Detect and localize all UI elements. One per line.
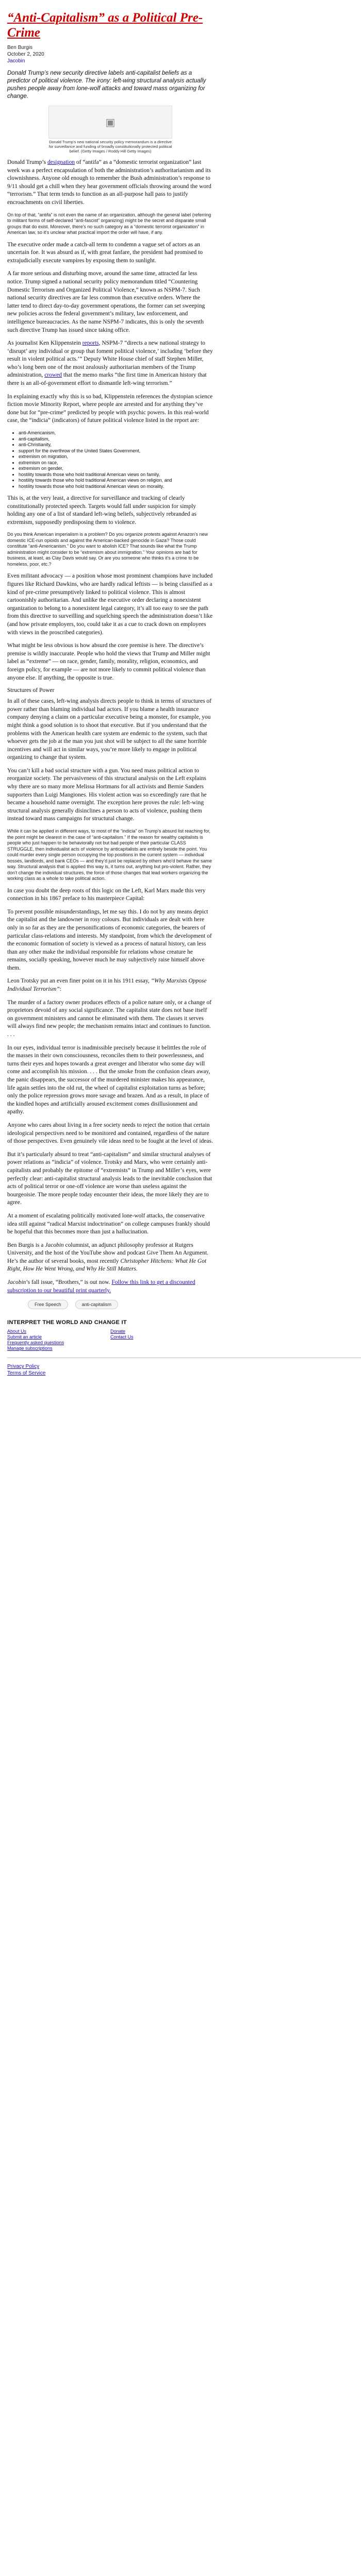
broken-image-icon: ▣ <box>105 116 116 128</box>
publish-date: October 2, 2020 <box>7 52 44 57</box>
list-item: • support for the overthrow of the United States Government, <box>19 448 214 454</box>
list-item: • anti-Christianity, <box>19 442 214 448</box>
manage-subscriptions-link[interactable]: Manage subscriptions <box>7 1346 53 1351</box>
paragraph-6: This is, at the very least, a directive for surveillance and tracking of clearly constitutionally protected speech. Targets would fall under suspicion for simply holding any one of a list of standard left-wing beliefs, subjectively rebranded as extremism, supposedly predisposing them to violence. <box>7 495 196 526</box>
list-item: • hostility towards those who hold traditional American views on religion, and <box>19 478 214 484</box>
subscription-promo: Jacobin’s fall issue, “Brothers,” is out now. Follow this link to get a discounted subscription to our beautiful print quarterly. <box>7 1279 195 1294</box>
footer-column-2 <box>110 1329 203 1351</box>
paragraph-8: What might be less obvious is how absurd the core premise is here. The directive’s premise is wildly inaccurate. People who hold the views that Trump and Miller might label as “extreme” — on race, gender, family, morality, religion, economics, and foreign policy, for example — are not more likely to commit political violence than anyone else. If anything, the opposite is true. <box>7 642 210 681</box>
footer-heading: INTERPRET THE WORLD AND CHANGE IT <box>7 1319 127 1326</box>
article-title[interactable]: “Anti-Capitalism” as a Political Pre-Crime <box>7 11 203 40</box>
faq-link[interactable]: Frequently asked questions <box>7 1340 64 1346</box>
block-quote-trotsky-2: In our eyes, individual terror is inadmissible precisely because it belittles the role of the masses in their own consciousness, reconciles them to their powerlessness, and turns their eyes and hopes towards a great avenger and liberator who some day will come and accomplish his mission. . . . But the smoke from the confusion clears away, the panic disappears, the successor of the murdered minister makes his appearance, life again settles into the old rut, the wheel of capitalist exploitation turns as before; only the police repression grows more savage and brazen. And as a result, in place of the kindled hopes and artificially aroused excitement comes disillusionment and apathy. <box>7 1044 210 1115</box>
about-us-link[interactable]: About Us <box>7 1329 27 1334</box>
author-name: Ben Burgis <box>7 45 32 50</box>
tag-list <box>28 1300 214 1309</box>
block-quote-trotsky-1: The murder of a factory owner produces effects of a police nature only, or a change of proprietors devoid of any social significance. The capitalist state does not base itself on government ministers and cannot be eliminated with them. The classes it serves will always find new people; the mechanism remains intact and continues to function. . . . <box>7 999 211 1038</box>
paragraph-11: In case you doubt the deep roots of this logic on the Left, Karl Marx made this very connection in his 1867 preface to his masterpiece Capital: <box>7 887 206 902</box>
hero-image-icon <box>48 106 172 139</box>
paragraph-2: The executive order made a catch-all term to condemn a vague set of actors as an uncertain foe. It was absurd as if, with great fanfare, the president had promised to extrajudicially execute vampires by exposing them to sunlight. <box>7 241 203 264</box>
list-item: • hostility towards those who hold traditional American views on family, <box>19 472 214 478</box>
contact-us-link[interactable]: Contact Us <box>110 1334 134 1340</box>
reports-link[interactable]: reports <box>82 340 99 347</box>
paragraph-5: In explaining exactly why this is so bad, Klippenstein references the dystopian science fiction movie Minority Report, where people are arrested and for anything they’ve done but for “pre-crime” predicted by people with psychic powers. In this real-world case, the “indicia” (indicators) of future political violence listed in the report are: <box>7 393 213 424</box>
paragraph-4: As journalist Ken Klippenstein reports, NSPM-7 “directs a new national strategy to ‘disrupt’ any individual or group that foment political violence,’ including ‘before they result in violent political acts.’” Deputy White House chief of staff Stephen Miller, who’s long been one of the most zealously authoritarian members of the Trump administration, crowed that the memo marks “the first time in American history that there is an all-of-government effort to dismantle left-wing terrorism.” <box>7 340 213 387</box>
author-bio: Ben Burgis is a Jacobin columnist, an adjunct philosophy professor at Rutgers University, and the host of the YouTube show and podcast Give Them An Argument. He’s the author of several books, most recently Christopher Hitchens: What He Got Right, How He Went Wrong, and Why He Still Matters. <box>7 1242 209 1273</box>
list-item: • anti-capitalism, <box>19 436 214 443</box>
footer-column-1 <box>7 1329 100 1351</box>
aside-note-3: While it can be applied in different ways, to most of the “indicia” on Trump’s absurd list reaching for, the point might be clearest in the case of “anti-capitalism.” If the reason for wealthy capitalists is people who just happen to be behaviorally not but bad people of their particular CLASS STRUGGLE, then individualist acts of violence by anticapitalists are entirely beside the point. You could murder every single person occupying the top positions in the current system — individual bosses, landlords, and bank CEOs — and they’d just be replaced by others who'd behave the same way. Structural analysis that is applied this way is, it turns out, anything but pro-violent. Rather, they don't change the individual structures, the force of those changes that lead workers organizing the working class as a whole to take political action. <box>7 828 212 882</box>
paragraph-7: Even militant advocacy — a position whose most prominent champions have included figures like Richard Dawkins, who are hardly radical leftists — is being classified as a kind of pre-crime presumptively linked to political violence. This is almost cartoonishly authoritarian. And unlike the executive order declaring a nonexistent organization to belong to a nonexistent legal category, it’s all too easy to see the path from this directive to surveilling and squelching speech the administration doesn’t like (and how private employers, too, could take it as a cue to crack down on employees with views in the proscribed categories). <box>7 573 213 636</box>
subscribe-link[interactable]: Follow this link to get a discounted subscription to our beautiful print quarterly. <box>7 1279 195 1294</box>
article-dek: Donald Trump’s new security directive labels anti-capitalist beliefs as a predictor of political violence. The irony: left-wing structural analysis actually pushes people away from lone-wolf attacks and toward mass organizing for change. <box>7 70 206 99</box>
legal-links <box>7 1363 354 1377</box>
paragraph-1: Donald Trump’s designation of “antifa” as a “domestic terrorist organization” last week was a perfect encapsulation of both the administration’s authoritarianism and its clownishness. Anyone old enough to remember the Bush administration’s response to 9/11 should get a chill when they hear government officials throwing around the word “terrorism.” That term tends to function as an all-purpose hall pass to justify encroachments on civil liberties. <box>7 159 211 206</box>
designation-link[interactable]: designation <box>47 159 75 165</box>
list-item: • extremism on gender, <box>19 466 214 472</box>
submit-article-link[interactable]: Submit an article <box>7 1334 42 1340</box>
tag-anti-capitalism[interactable]: anti-capitalism <box>75 1300 119 1309</box>
section-subhead: Structures of Power <box>7 687 55 694</box>
hero-figure <box>48 106 172 154</box>
list-item: • extremism on migration, <box>19 454 214 460</box>
paragraph-10: You can’t kill a bad social structure with a gun. You need mass political action to reorganize society. The pervasiveness of this structural analysis on the Left explains why there are so many more Melissa Hortmans for all activists and Bernie Sanders supporters than Luigi Mangiones. His violent action was so exceedingly rare that he became a household name overnight. The exception here proves the rule: left-wing structural analysis generally disinclines a person to acts of violence, pushing them instead toward mass campaigns for structural change. <box>7 767 207 822</box>
paragraph-9: In all of these cases, left-wing analysis directs people to think in terms of structures of power rather than blaming individual bad actors. If you blame a health insurance company denying a claim on a particular executive being a monster, for example, you might think a good solution is to shoot that executive. But if you understand that the problems with the American health care system are endemic to the system, such that whoever gets the job at the man you just shot will be subject to all the same horrible incentives and will act in similar ways, you’re more likely to engage in political organizing to change that system. <box>7 698 212 761</box>
paragraph-13: Anyone who cares about living in a free society needs to reject the notion that certain ideological perspectives need to be monitored and contained, regardless of the nature of those perspectives. Even genuinely vile ideas need to be fought at the level of ideas. <box>7 1122 213 1145</box>
paragraph-15: At a moment of escalating politically motivated lone-wolf attacks, the conservative idea still against “radical Marxist indoctrination” on college campuses frankly should be hopeful that this becomes more than just a hallucination. <box>7 1212 210 1235</box>
privacy-policy-link[interactable]: Privacy Policy <box>7 1364 40 1370</box>
footer-links <box>7 1329 214 1351</box>
source-link[interactable]: Jacobin <box>7 58 25 64</box>
paragraph-14: But it’s particularly absurd to treat “anti-capitalism” and similar structural analyses of power relations as “indicia” of violence. Trotsky and Marx, who were certainly anti-capitalists and probably the epitome of “extremists” in Trump and Miller’s eyes, were perfectly clear: anti-capitalist structural analysis leads to the inevitable conclusion that acts of political terror or one-off violence are worse than useless against the bourgeoisie. The more people today encounter their ideas, the more likely they are to agree. <box>7 1151 212 1206</box>
article <box>7 10 214 1351</box>
list-item: • extremism on race, <box>19 460 214 466</box>
byline <box>7 44 214 64</box>
aside-note-1: On top of that, “antifa” is not even the name of an organization, although the general label (referring to militant forms of self-declared “anti-fascist” organizing) might be the secret and disparate small groups that do exist. Moreover, there's no such category as a “domestic terrorist organization” in American law, so it's unclear what practical import the order will have, if any. <box>7 212 211 235</box>
paragraph-12: Leon Trotsky put an even finer point on it in his 1911 essay, “Why Marxists Oppose Individual Terrorism”: <box>7 978 207 993</box>
list-item: • anti-Americanism, <box>19 430 214 436</box>
block-quote-marx: To prevent possible misunderstandings, let me say this. I do not by any means depict the capitalist and the landowner in rosy colours. But individuals are dealt with here only in so far as they are the personifications of economic categories, the bearers of particular class-relations and interests. My standpoint, from which the development of the economic formation of society is viewed as a process of natural history, can less than any other make the individual responsible for relations whose creature he remains, socially speaking, however much he may subjectively raise himself above them. <box>7 908 212 971</box>
donate-link[interactable]: Donate <box>110 1329 126 1334</box>
aside-note-2: Do you think American imperialism is a problem? Do you organize protests against Amazon’s new domestic ICE-run opioids and against the American-backed genocide in Gaza? Those could constitute “anti-Americanism.” Do you want to abolish ICE? That sounds like what the Trump administration might consider to be “extremism about immigration.” Your opinions are bad for business, at least, as Clay Davis would say. Or are you someone who thinks it's a crime to be homeless, poor, etc.? <box>7 532 208 567</box>
crowed-link[interactable]: crowed <box>44 372 62 379</box>
terms-of-service-link[interactable]: Terms of Service <box>7 1370 46 1377</box>
indicia-list <box>7 430 214 489</box>
tag-free-speech[interactable]: Free Speech <box>28 1300 68 1309</box>
image-caption: Donald Trump's new national security policy memorandum is a directive for surveillance and funding of broadly constitutionally protected political belief. (Getty Images / Roddy Hill Getty Images) <box>48 140 172 154</box>
list-item: • hostility towards those who hold traditional American views on morality. <box>19 484 214 490</box>
paragraph-3: A far more serious and disturbing move, around the same time, attracted far less notice. Trump signed a national security policy memorandum titled “Countering Domestic Terrorism and Organized Political Violence,” known as NSPM-7. Such national security directives are far less common than executive orders. Where the latter tend to direct day-to-day government operations, the former can set sweeping new policies across the federal government’s military, law enforcement, and intelligence bureaucracies. As the name NSPM-7 indicates, this is only the seventh such directive Trump has issued since taking office. <box>7 270 205 333</box>
